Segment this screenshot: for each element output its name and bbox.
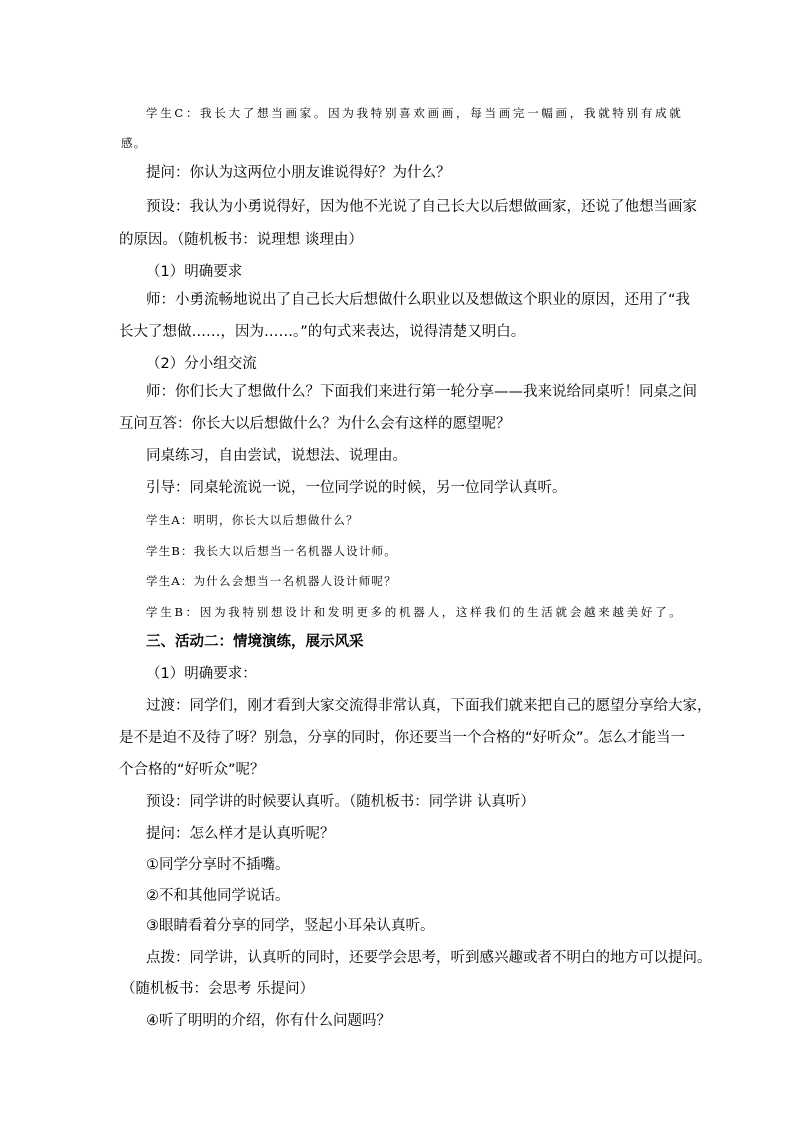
paragraph-line: 引导：同桌轮流说一说，一位同学说的时候，另一位同学认真听。 [146,480,567,496]
paragraph-line: 过渡：同学们，刚才看到大家交流得非常认真，下面我们就来把自己的愿望分享给大家， [146,698,712,714]
dialogue-line: 学生A：为什么会想当一名机器人设计师呢？ [146,574,397,588]
paragraph-line: 点拨：同学讲，认真听的同时，还要学会思考，听到感兴趣或者不明白的地方可以提问。 [146,950,712,966]
list-item: ②不和其他同学说话。 [146,888,290,904]
paragraph-line: 预设：同学讲的时候要认真听。（随机板书：同学讲 认真听） [146,794,535,810]
paragraph-line: 的原因。（随机板书：说理想 谈理由） [119,232,363,248]
paragraph-line: 提问：你认为这两位小朋友谁说得好？为什么？ [146,165,451,181]
paragraph-line: （随机板书：会思考 乐提问） [121,981,315,997]
paragraph-line: 预设：我认为小勇说得好，因为他不光说了自己长大以后想做画家，还说了他想当画家 [146,199,697,215]
section-subheading: （2）分小组交流 [146,356,257,372]
dialogue-line-continued: 感。 [121,136,147,150]
paragraph-line: 互问互答：你长大以后想做什么？为什么会有这样的愿望呢？ [119,416,511,432]
list-item: ③眼睛看着分享的同学，竖起小耳朵认真听。 [146,918,435,934]
paragraph-line: 长大了想做……，因为……。”的句式来表达，说得清楚又明白。 [119,324,526,340]
section-subheading: （1）明确要求 [146,264,243,280]
section-heading: 三、活动二：情境演练，展示风采 [146,634,364,650]
dialogue-line: 学生B：因为我特别想设计和发明更多的机器人，这样我们的生活就会越来越美好了。 [146,605,682,619]
dialogue-line: 学生B：我长大以后想当一名机器人设计师。 [146,544,397,558]
section-subheading: （1）明确要求： [146,666,257,682]
paragraph-line: 个合格的“好听众”呢？ [119,762,265,778]
paragraph-line: 师：你们长大了想做什么？下面我们来进行第一轮分享——我来说给同桌听！同桌之间 [146,384,697,400]
paragraph-line: 同桌练习，自由尝试，说想法、说理由。 [146,448,407,464]
paragraph-line: 师：小勇流畅地说出了自己长大后想做什么职业以及想做这个职业的原因，还用了“我 [146,292,691,308]
dialogue-line: 学生A：明明，你长大以后想做什么？ [146,513,359,527]
list-item: ④听了明明的介绍，你有什么问题吗？ [146,1013,391,1029]
dialogue-line-student-c: 学生C：我长大了想当画家。因为我特别喜欢画画，每当画完一幅画，我就特别有成就 [146,106,682,120]
list-item: ①同学分享时不插嘴。 [146,857,290,873]
paragraph-line: 是不是迫不及待了呀？别急，分享的同时，你还要当一个合格的“好听众”。怎么才能当一 [119,730,686,746]
paragraph-line: 提问：怎么样才是认真听呢？ [146,826,335,842]
